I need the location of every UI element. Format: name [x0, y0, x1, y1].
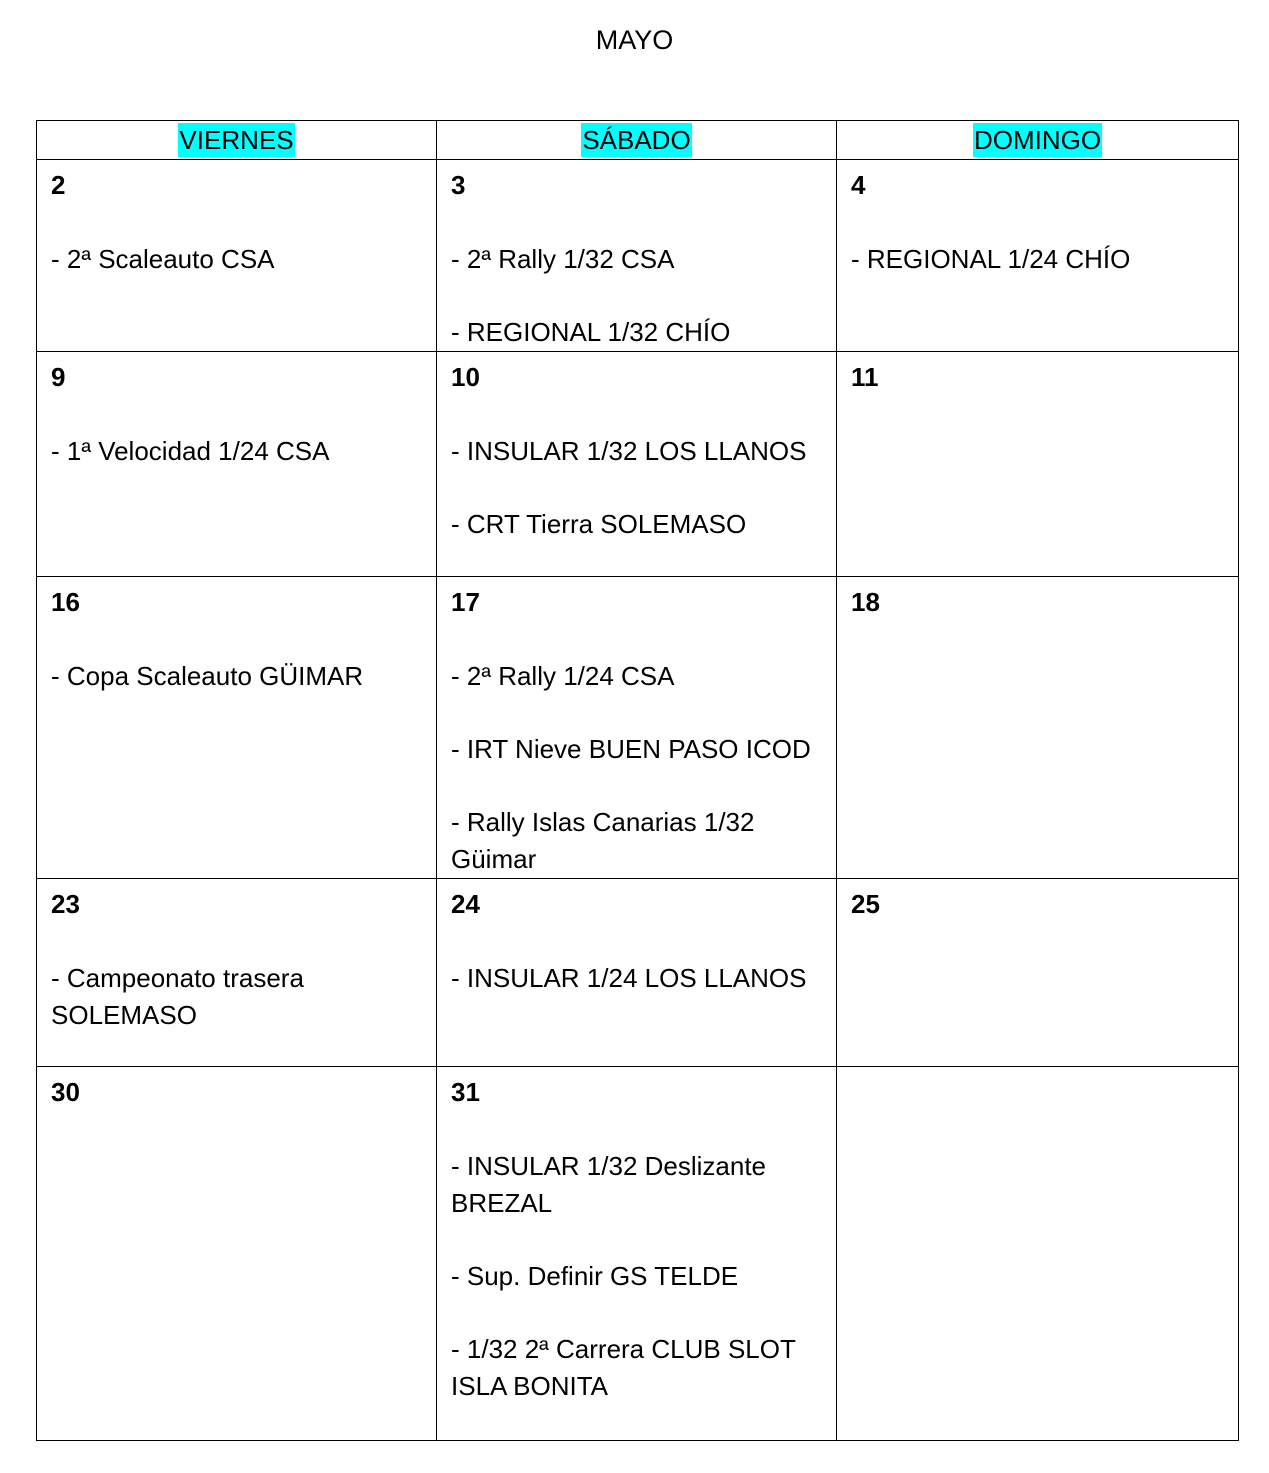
day-number: 11 [851, 362, 879, 392]
day-cell [37, 577, 437, 879]
event-item: - IRT Nieve BUEN PASO ICOD [451, 734, 811, 764]
day-number: 16 [51, 587, 80, 617]
event-item: - INSULAR 1/32 LOS LLANOS [451, 436, 807, 466]
day-cell [437, 1067, 837, 1441]
day-cell [37, 160, 437, 352]
event-item: - Sup. Definir GS TELDE [451, 1261, 739, 1291]
header-row [37, 121, 1239, 160]
header-cell-saturday [437, 121, 837, 160]
header-label-saturday: SÁBADO [582, 125, 691, 155]
day-cell [837, 879, 1239, 1067]
header-label-friday: VIERNES [179, 125, 294, 155]
day-number: 9 [51, 362, 66, 392]
week-row [37, 879, 1239, 1067]
event-item: - 2ª Rally 1/32 CSA [451, 244, 675, 274]
event-item: - REGIONAL 1/24 CHÍO [851, 244, 1131, 274]
event-item: - INSULAR 1/32 Deslizante BREZAL [451, 1151, 767, 1218]
day-number: 23 [51, 889, 80, 919]
day-number: 31 [451, 1077, 480, 1107]
event-item: - Campeonato trasera SOLEMASO [51, 963, 304, 1030]
event-item: - REGIONAL 1/32 CHÍO [451, 317, 731, 347]
day-cell [437, 352, 837, 577]
day-number: 10 [451, 362, 480, 392]
calendar-table [36, 120, 1239, 1441]
day-number: 24 [451, 889, 480, 919]
event-item: - CRT Tierra SOLEMASO [451, 509, 747, 539]
day-number: 4 [851, 170, 866, 200]
event-item: - INSULAR 1/24 LOS LLANOS [451, 963, 807, 993]
day-number: 3 [451, 170, 466, 200]
event-item: - 2ª Scaleauto CSA [51, 244, 275, 274]
day-number: 2 [51, 170, 66, 200]
week-row [37, 160, 1239, 352]
header-cell-sunday [837, 121, 1239, 160]
day-number: 25 [851, 889, 880, 919]
week-row [37, 1067, 1239, 1441]
day-cell [437, 160, 837, 352]
event-item: - 2ª Rally 1/24 CSA [451, 661, 675, 691]
event-item: - Copa Scaleauto GÜIMAR [51, 661, 364, 691]
day-cell [837, 352, 1239, 577]
day-number [851, 1074, 1225, 1112]
day-cell [837, 160, 1239, 352]
day-number: 17 [451, 587, 480, 617]
page-title: MAYO [595, 25, 674, 55]
day-number: 30 [51, 1077, 80, 1107]
header-label-sunday: DOMINGO [973, 125, 1102, 155]
day-cell [437, 577, 837, 879]
day-cell [437, 879, 837, 1067]
day-cell [837, 1067, 1239, 1441]
day-cell [37, 352, 437, 577]
event-item: - 1ª Velocidad 1/24 CSA [51, 436, 330, 466]
day-number: 18 [851, 587, 880, 617]
header-cell-friday [37, 121, 437, 160]
event-item: - 1/32 2ª Carrera CLUB SLOT ISLA BONITA [451, 1334, 796, 1401]
day-cell [37, 1067, 437, 1441]
week-row [37, 352, 1239, 577]
day-cell [837, 577, 1239, 879]
week-row [37, 577, 1239, 879]
event-item: - Rally Islas Canarias 1/32 Güimar [451, 807, 755, 874]
day-cell [37, 879, 437, 1067]
